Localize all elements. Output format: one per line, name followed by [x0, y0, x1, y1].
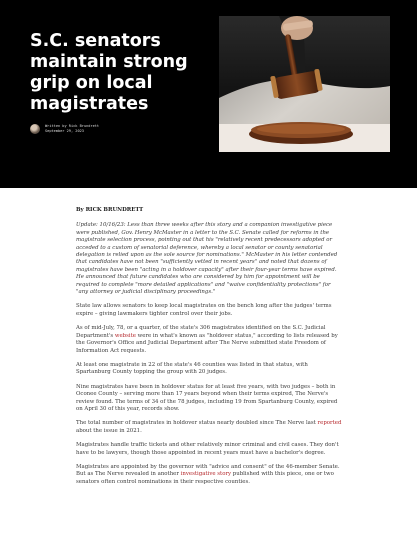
website-link[interactable]: website — [114, 332, 136, 339]
byline — [30, 124, 99, 134]
article-headline: S.C. senators maintain strong grip on local magistrates — [30, 31, 188, 114]
paragraph-5-text-a: The total number of magistrates in holdover status nearly doubled since The Nerve last — [76, 420, 318, 427]
paragraph-1: State law allows senators to keep local magistrates on the bench long after the judges' terms expire – giving lawmakers tighter control over their jobs. — [76, 303, 332, 317]
investigative-story-link[interactable]: investigative story — [180, 471, 232, 478]
paragraph-7-text-a: Magistrates are appointed by the governor with "advice and consent" of the 46-member Senate. But as The Nerve revealed in another — [76, 463, 340, 478]
paragraph-6: Magistrates handle traffic tickets and other relatively minor criminal and civil cases. They don't have to be lawyers, though those appointed in recent years must have a bachelor's degree. — [76, 442, 339, 456]
paragraph-3: At least one magistrate in 22 of the state's 46 counties was listed in that status, with Spartanburg County topping the group with 20 judges. — [76, 361, 308, 376]
paragraph-4: Nine magistrates have been in holdover status for at least five years, with two judges – both in Oconee County – serving more than 17 years beyond when their terms expired, The Nerve's review found. The terms of 34 of the 78 judges, including 19 from Spartanburg County, expired on April 30 of this year, records show. — [76, 383, 338, 412]
paragraph-5 — [76, 420, 344, 435]
paragraph-2-text-b: were in what's known as "holdover status," according to lists released by the Governor's Office and Judicial Department after The Nerve submitted state Freedom of Information Act requests. — [76, 332, 338, 354]
author-avatar — [30, 124, 40, 134]
paragraph-7 — [76, 464, 344, 486]
gavel-image-icon — [219, 16, 390, 152]
paragraph-2-text-a: As of mid-July, 78, or a quarter, of the state's 306 magistrates identified on the S.C. Judicial Department's — [76, 325, 326, 339]
byline-author: Written by Rick Brundrett — [45, 124, 100, 128]
hero-banner — [0, 0, 417, 188]
update-label: Update: 10/16/23: — [76, 222, 126, 229]
article-body — [76, 207, 344, 493]
update-body: Less than three weeks after this story and a companion investigative piece were published, Gov. Henry McMaster in a letter to the S.C. Senate called for reforms in the magistrate selection process, pointing out that his "relatively recent predecessors adopted or acceded to a custom of senatorial deference, whereby a local senator or county senatorial delegation is relied upon as the sole source for nominations." McMaster in his letter contended that candidates have not been "sufficiently vetted in recent years" and noted that dozens of magistrates have been "acting in a holdover capacity" after their four-year terms have expired. He announced that future candidates who are considered by him for appointment will be required to complete "more detailed applications" and "waive confidentiality protections" for "any attorney or judicial disciplinary proceedings." — [76, 222, 338, 296]
paragraph-2 — [76, 325, 344, 355]
byline-text — [45, 124, 99, 134]
paragraph-5-text-b: about the issue in 2021. — [76, 427, 142, 434]
paragraph-7-text-b: published with this piece, one or two senators often control nominations in their respective counties. — [76, 471, 334, 485]
update-note — [76, 222, 344, 296]
byline-date: September 29, 2023 — [45, 129, 84, 133]
gavel-photo — [219, 16, 390, 152]
article-author: By RICK BRUNDRETT — [76, 207, 144, 213]
reported-link[interactable]: reported — [317, 420, 342, 427]
